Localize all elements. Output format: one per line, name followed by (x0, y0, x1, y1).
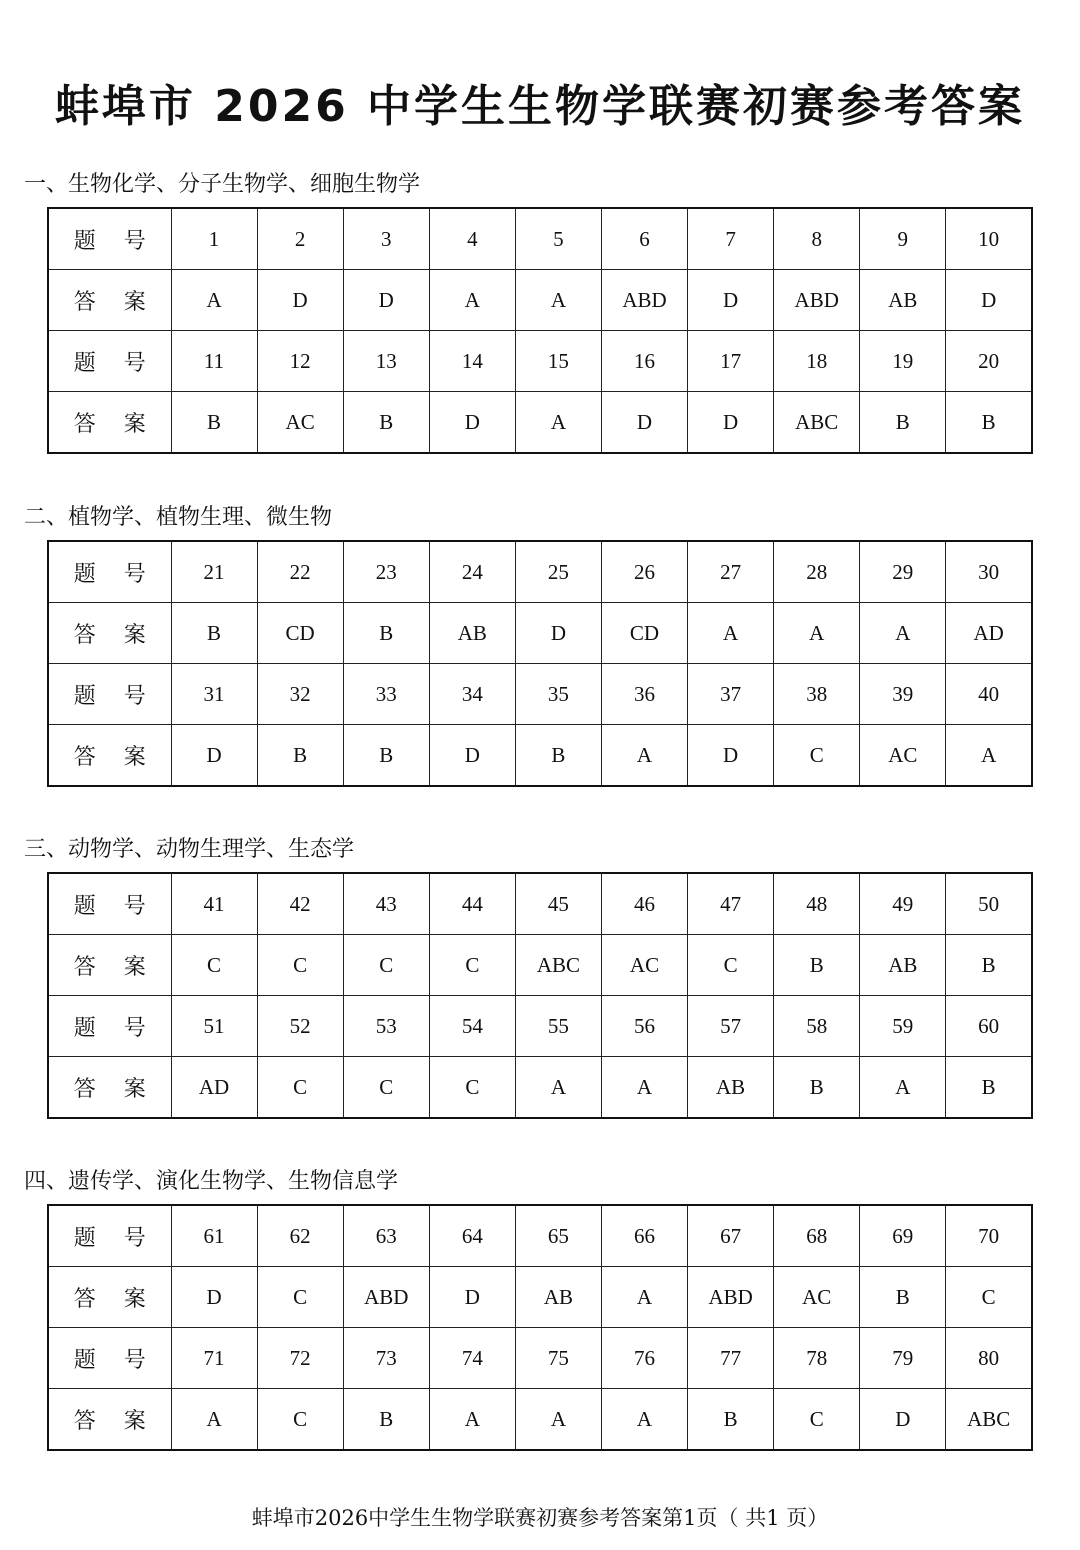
answer-cell: B (860, 392, 946, 454)
answer-cell: C (946, 1267, 1032, 1328)
question-number-cell: 41 (171, 873, 257, 935)
question-number-cell: 49 (860, 873, 946, 935)
row-label-char: 案 (123, 744, 146, 770)
question-number-cell: 33 (343, 664, 429, 725)
question-number-cell: 8 (774, 208, 860, 270)
row-label-char: 题 (73, 1015, 96, 1041)
question-number-row (48, 996, 1032, 1057)
question-number-row-label (48, 331, 171, 392)
row-label-char: 题 (73, 1347, 96, 1373)
answer-table (47, 540, 1033, 787)
answer-cell: A (429, 1389, 515, 1451)
answer-cell: A (946, 725, 1032, 787)
question-number-cell: 67 (688, 1205, 774, 1267)
question-number-cell: 24 (429, 541, 515, 603)
row-label-char: 答 (73, 1408, 96, 1434)
answer-cell: B (946, 392, 1032, 454)
answer-cell: D (171, 1267, 257, 1328)
answer-cell: B (515, 725, 601, 787)
question-number-cell: 73 (343, 1328, 429, 1389)
answer-cell: AC (601, 935, 687, 996)
answer-cell: A (688, 603, 774, 664)
answer-cell: A (601, 725, 687, 787)
row-label-char: 答 (73, 744, 96, 770)
row-label-char: 案 (123, 622, 146, 648)
section-title: 四、遗传学、演化生物学、生物信息学 (24, 1169, 399, 1194)
section-title: 一、生物化学、分子生物学、细胞生物学 (24, 172, 421, 197)
answer-cell: A (515, 1057, 601, 1119)
question-number-cell: 77 (688, 1328, 774, 1389)
question-number-row-label (48, 541, 171, 603)
answer-cell: D (601, 392, 687, 454)
answer-cell: AB (515, 1267, 601, 1328)
question-number-cell: 7 (688, 208, 774, 270)
answer-table (47, 872, 1033, 1119)
answer-row (48, 725, 1032, 787)
answer-cell: D (343, 270, 429, 331)
answer-cell: B (343, 725, 429, 787)
row-label-char: 号 (123, 561, 146, 587)
question-number-cell: 76 (601, 1328, 687, 1389)
answer-cell: AC (257, 392, 343, 454)
question-number-cell: 27 (688, 541, 774, 603)
question-number-row (48, 664, 1032, 725)
answer-cell: C (257, 1389, 343, 1451)
answer-row-label (48, 725, 171, 787)
answer-cell: AB (688, 1057, 774, 1119)
answer-cell: ABD (774, 270, 860, 331)
row-label-char: 题 (73, 893, 96, 919)
question-number-cell: 37 (688, 664, 774, 725)
answer-cell: AB (429, 603, 515, 664)
section-title: 二、植物学、植物生理、微生物 (24, 505, 333, 530)
answer-cell: A (601, 1389, 687, 1451)
question-number-row-label (48, 873, 171, 935)
question-number-cell: 63 (343, 1205, 429, 1267)
answer-cell: B (860, 1267, 946, 1328)
question-number-cell: 65 (515, 1205, 601, 1267)
question-number-cell: 74 (429, 1328, 515, 1389)
question-number-cell: 1 (171, 208, 257, 270)
answer-cell: AD (171, 1057, 257, 1119)
question-number-cell: 32 (257, 664, 343, 725)
answer-row-label (48, 1267, 171, 1328)
row-label-char: 题 (73, 350, 96, 376)
answer-row (48, 1057, 1032, 1119)
question-number-cell: 31 (171, 664, 257, 725)
question-number-row-label (48, 208, 171, 270)
question-number-cell: 75 (515, 1328, 601, 1389)
question-number-cell: 19 (860, 331, 946, 392)
question-number-cell: 70 (946, 1205, 1032, 1267)
question-number-cell: 42 (257, 873, 343, 935)
answer-cell: D (688, 270, 774, 331)
question-number-row (48, 873, 1032, 935)
answer-cell: D (946, 270, 1032, 331)
question-number-row (48, 208, 1032, 270)
answer-cell: AD (946, 603, 1032, 664)
answer-cell: A (601, 1267, 687, 1328)
row-label-char: 号 (123, 228, 146, 254)
question-number-row (48, 331, 1032, 392)
question-number-cell: 51 (171, 996, 257, 1057)
question-number-cell: 80 (946, 1328, 1032, 1389)
answer-row (48, 935, 1032, 996)
row-label-char: 案 (123, 1076, 146, 1102)
answer-row (48, 1267, 1032, 1328)
question-number-cell: 38 (774, 664, 860, 725)
question-number-cell: 6 (601, 208, 687, 270)
answer-cell: AB (860, 935, 946, 996)
answer-cell: CD (257, 603, 343, 664)
question-number-cell: 72 (257, 1328, 343, 1389)
question-number-cell: 61 (171, 1205, 257, 1267)
question-number-cell: 45 (515, 873, 601, 935)
question-number-cell: 23 (343, 541, 429, 603)
question-number-cell: 46 (601, 873, 687, 935)
answer-cell: B (946, 935, 1032, 996)
question-number-row-label (48, 1205, 171, 1267)
answer-cell: C (257, 935, 343, 996)
answer-cell: C (171, 935, 257, 996)
answer-cell: AC (774, 1267, 860, 1328)
question-number-cell: 9 (860, 208, 946, 270)
row-label-char: 答 (73, 1076, 96, 1102)
question-number-cell: 79 (860, 1328, 946, 1389)
answer-cell: D (429, 1267, 515, 1328)
row-label-char: 答 (73, 622, 96, 648)
question-number-cell: 29 (860, 541, 946, 603)
row-label-char: 题 (73, 561, 96, 587)
answer-row (48, 392, 1032, 454)
row-label-char: 案 (123, 289, 146, 315)
answer-cell: ABD (688, 1267, 774, 1328)
question-number-cell: 53 (343, 996, 429, 1057)
question-number-cell: 64 (429, 1205, 515, 1267)
question-number-cell: 54 (429, 996, 515, 1057)
row-label-char: 题 (73, 1225, 96, 1251)
question-number-cell: 58 (774, 996, 860, 1057)
answer-cell: B (774, 935, 860, 996)
question-number-cell: 78 (774, 1328, 860, 1389)
question-number-cell: 34 (429, 664, 515, 725)
question-number-cell: 3 (343, 208, 429, 270)
question-number-cell: 2 (257, 208, 343, 270)
answer-cell: A (515, 270, 601, 331)
question-number-cell: 66 (601, 1205, 687, 1267)
answer-cell: B (688, 1389, 774, 1451)
row-label-char: 答 (73, 1286, 96, 1312)
row-label-char: 号 (123, 683, 146, 709)
row-label-char: 号 (123, 1225, 146, 1251)
question-number-cell: 22 (257, 541, 343, 603)
answer-row-label (48, 270, 171, 331)
answer-cell: D (257, 270, 343, 331)
answer-cell: C (688, 935, 774, 996)
answer-cell: C (429, 1057, 515, 1119)
question-number-cell: 36 (601, 664, 687, 725)
question-number-cell: 50 (946, 873, 1032, 935)
answer-cell: ABC (946, 1389, 1032, 1451)
row-label-char: 号 (123, 1347, 146, 1373)
answer-cell: AC (860, 725, 946, 787)
question-number-cell: 68 (774, 1205, 860, 1267)
row-label-char: 答 (73, 289, 96, 315)
answer-cell: ABD (343, 1267, 429, 1328)
question-number-cell: 71 (171, 1328, 257, 1389)
row-label-char: 号 (123, 893, 146, 919)
question-number-cell: 16 (601, 331, 687, 392)
row-label-char: 案 (123, 1408, 146, 1434)
question-number-cell: 28 (774, 541, 860, 603)
answer-cell: C (774, 1389, 860, 1451)
answer-cell: B (343, 603, 429, 664)
question-number-cell: 39 (860, 664, 946, 725)
question-number-cell: 35 (515, 664, 601, 725)
question-number-cell: 52 (257, 996, 343, 1057)
question-number-cell: 5 (515, 208, 601, 270)
question-number-cell: 14 (429, 331, 515, 392)
answer-cell: A (515, 392, 601, 454)
question-number-cell: 60 (946, 996, 1032, 1057)
answer-cell: ABD (601, 270, 687, 331)
question-number-row-label (48, 1328, 171, 1389)
question-number-row (48, 1205, 1032, 1267)
answer-cell: C (257, 1267, 343, 1328)
question-number-cell: 12 (257, 331, 343, 392)
row-label-char: 答 (73, 954, 96, 980)
question-number-cell: 18 (774, 331, 860, 392)
answer-cell: AB (860, 270, 946, 331)
answer-cell: C (774, 725, 860, 787)
answer-cell: CD (601, 603, 687, 664)
answer-row-label (48, 392, 171, 454)
question-number-cell: 13 (343, 331, 429, 392)
answer-cell: B (774, 1057, 860, 1119)
page-title: 蚌埠市 2026 中学生生物学联赛初赛参考答案 (54, 81, 1026, 132)
row-label-char: 题 (73, 228, 96, 254)
question-number-cell: 20 (946, 331, 1032, 392)
answer-cell: B (946, 1057, 1032, 1119)
question-number-cell: 26 (601, 541, 687, 603)
question-number-row-label (48, 664, 171, 725)
answer-cell: C (429, 935, 515, 996)
answer-cell: ABC (515, 935, 601, 996)
answer-cell: B (171, 603, 257, 664)
question-number-cell: 25 (515, 541, 601, 603)
answer-cell: D (429, 725, 515, 787)
question-number-cell: 47 (688, 873, 774, 935)
row-label-char: 答 (73, 411, 96, 437)
page-footer: 蚌埠市2026中学生生物学联赛初赛参考答案第1页（ 共1 页） (251, 1506, 829, 1530)
row-label-char: 案 (123, 954, 146, 980)
answer-cell: D (688, 725, 774, 787)
answer-cell: A (429, 270, 515, 331)
question-number-row (48, 541, 1032, 603)
answer-cell: B (257, 725, 343, 787)
question-number-cell: 15 (515, 331, 601, 392)
answer-table (47, 1204, 1033, 1451)
answer-cell: D (171, 725, 257, 787)
answer-cell: ABC (774, 392, 860, 454)
question-number-cell: 4 (429, 208, 515, 270)
answer-cell: A (171, 1389, 257, 1451)
question-number-cell: 48 (774, 873, 860, 935)
answer-cell: A (860, 1057, 946, 1119)
question-number-cell: 40 (946, 664, 1032, 725)
answer-cell: A (860, 603, 946, 664)
answer-row-label (48, 603, 171, 664)
row-label-char: 号 (123, 350, 146, 376)
answer-cell: A (515, 1389, 601, 1451)
answer-cell: D (515, 603, 601, 664)
question-number-cell: 17 (688, 331, 774, 392)
answer-row-label (48, 1057, 171, 1119)
question-number-cell: 62 (257, 1205, 343, 1267)
answer-row (48, 270, 1032, 331)
question-number-row-label (48, 996, 171, 1057)
question-number-cell: 30 (946, 541, 1032, 603)
question-number-cell: 55 (515, 996, 601, 1057)
question-number-cell: 21 (171, 541, 257, 603)
answer-cell: D (429, 392, 515, 454)
question-number-cell: 57 (688, 996, 774, 1057)
answer-cell: B (343, 392, 429, 454)
section-title: 三、动物学、动物生理学、生态学 (24, 837, 355, 862)
question-number-cell: 11 (171, 331, 257, 392)
answer-row-label (48, 935, 171, 996)
answer-cell: A (171, 270, 257, 331)
answer-row-label (48, 1389, 171, 1451)
answer-cell: C (343, 1057, 429, 1119)
answer-cell: A (601, 1057, 687, 1119)
row-label-char: 号 (123, 1015, 146, 1041)
row-label-char: 题 (73, 683, 96, 709)
question-number-cell: 59 (860, 996, 946, 1057)
question-number-row (48, 1328, 1032, 1389)
row-label-char: 案 (123, 411, 146, 437)
answer-cell: D (688, 392, 774, 454)
answer-row (48, 603, 1032, 664)
question-number-cell: 44 (429, 873, 515, 935)
question-number-cell: 43 (343, 873, 429, 935)
row-label-char: 案 (123, 1286, 146, 1312)
question-number-cell: 10 (946, 208, 1032, 270)
answer-row (48, 1389, 1032, 1451)
question-number-cell: 69 (860, 1205, 946, 1267)
answer-cell: B (343, 1389, 429, 1451)
answer-table (47, 207, 1033, 454)
answer-cell: C (343, 935, 429, 996)
answer-cell: D (860, 1389, 946, 1451)
answer-cell: C (257, 1057, 343, 1119)
answer-cell: B (171, 392, 257, 454)
answer-cell: A (774, 603, 860, 664)
question-number-cell: 56 (601, 996, 687, 1057)
